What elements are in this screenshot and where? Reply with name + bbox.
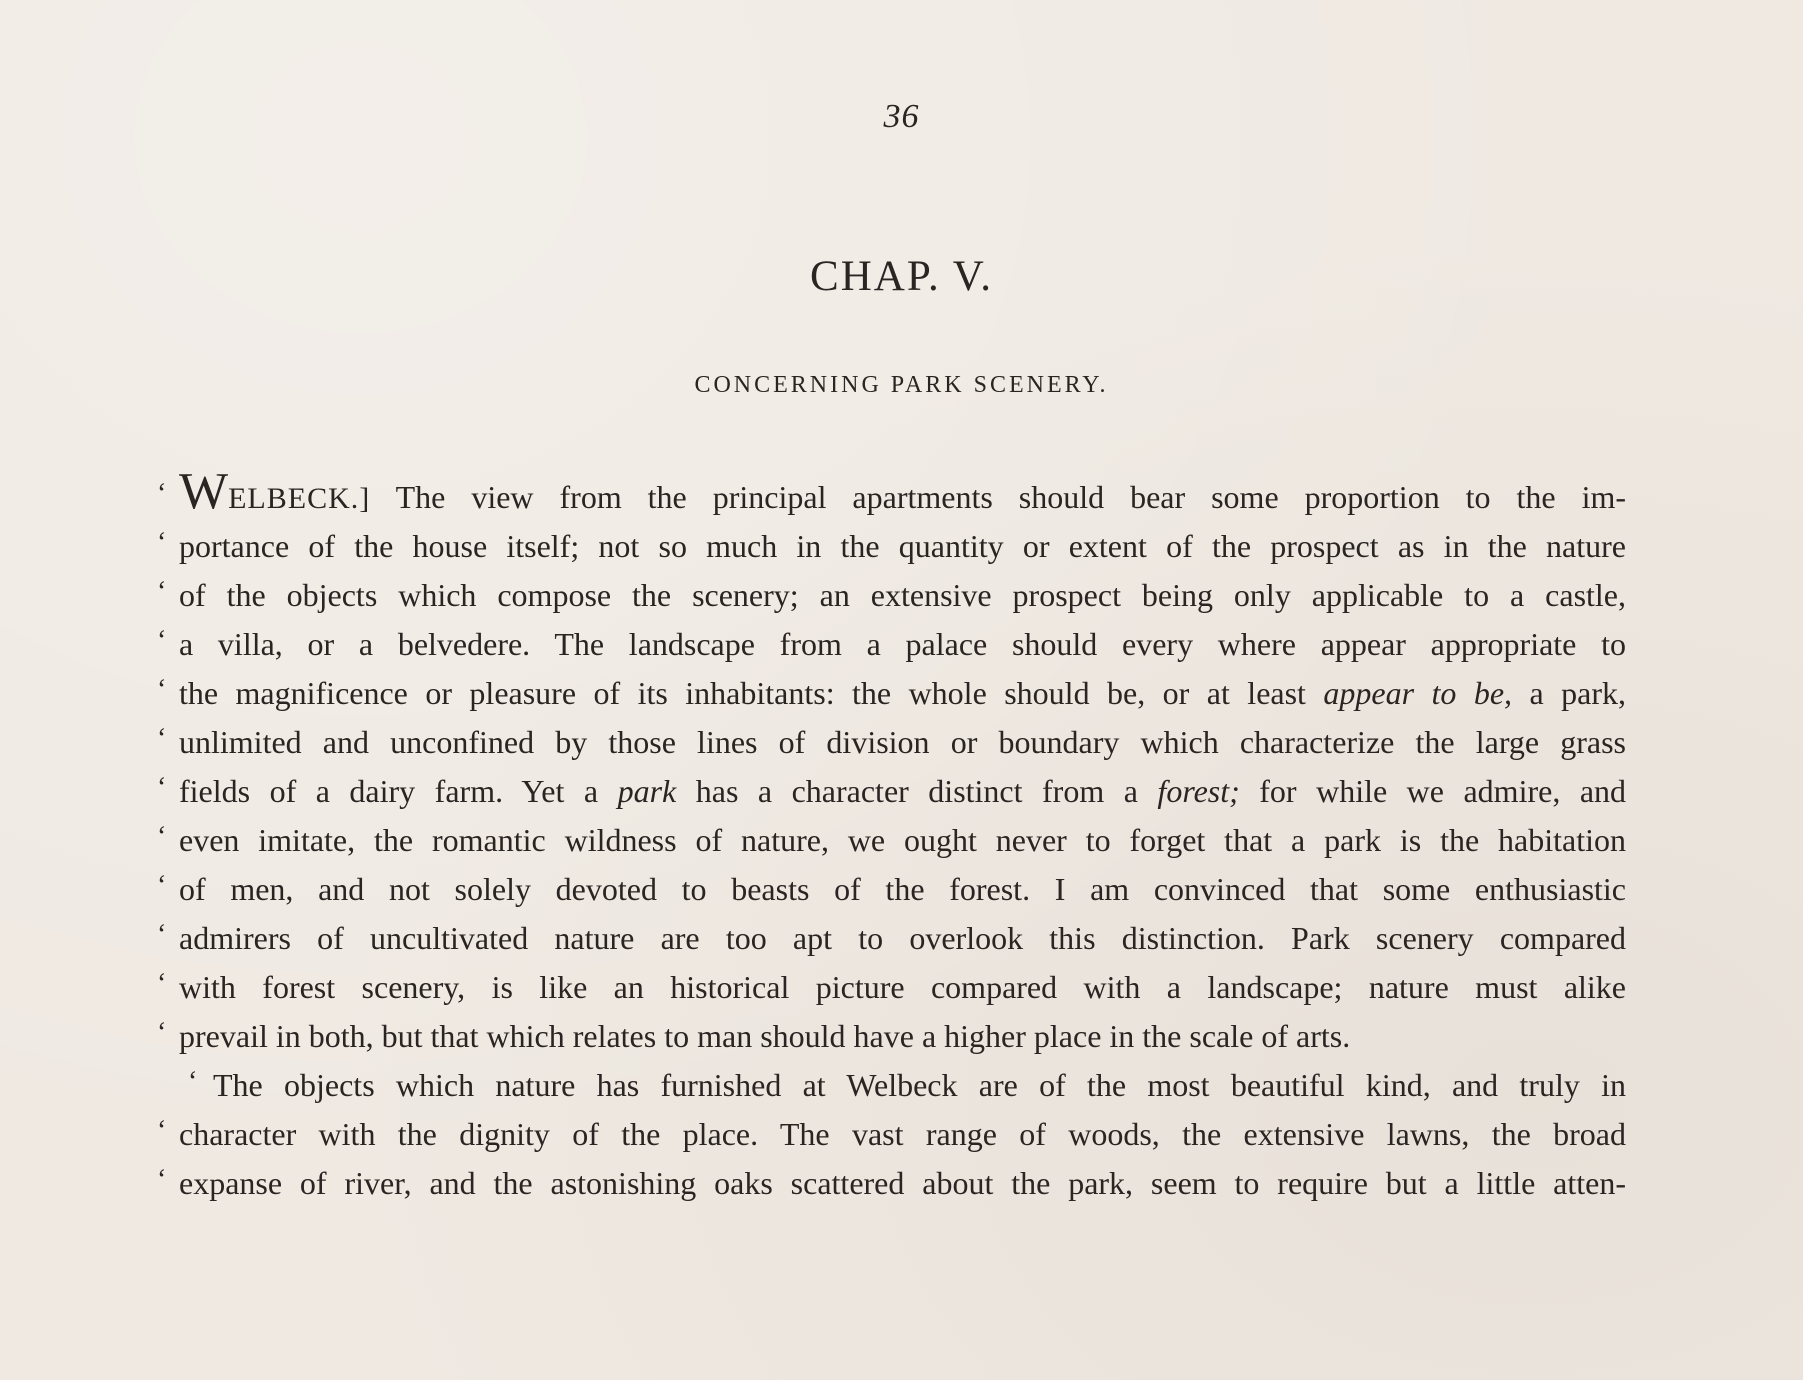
line-remainder: The view from the principal apartments should bear some proportion to the im- — [370, 479, 1626, 515]
line-text: prevail in both, but that which relates to man should have a higher place in the scale of arts. — [179, 1018, 1351, 1054]
quote-mark: ‘ — [157, 576, 167, 607]
italic-phrase: appear to be, — [1323, 675, 1513, 711]
line-text — [179, 463, 1626, 520]
line-segment: fields of a dairy farm. Yet a — [179, 773, 618, 809]
line-text: admirers of uncultivated nature are too apt to overlook this distinction. Park scenery compared — [179, 920, 1626, 956]
text-line-8 — [157, 816, 1626, 865]
page-number: 36 — [883, 98, 920, 135]
drop-initial: W — [179, 463, 229, 520]
text-line-9 — [157, 865, 1626, 914]
line-text: with forest scenery, is like an historical picture compared with a landscape; nature must alike — [179, 969, 1626, 1005]
text-line-10 — [157, 914, 1626, 963]
line-text: portance of the house itself; not so much in the quantity or extent of the prospect as in the nature — [179, 528, 1626, 564]
quote-mark: ‘ — [157, 821, 167, 852]
quote-mark: ‘ — [157, 625, 167, 656]
place-name-smallcaps: ELBECK.] — [228, 482, 371, 515]
line-text: expanse of river, and the astonishing oaks scattered about the park, seem to require but a little atten- — [179, 1165, 1626, 1201]
line-text: of men, and not solely devoted to beasts of the forest. I am convinced that some enthusiastic — [179, 871, 1626, 907]
italic-word-forest: forest; — [1157, 773, 1240, 809]
text-line-11 — [157, 963, 1626, 1012]
line-text: character with the dignity of the place. The vast range of woods, the extensive lawns, the broad — [179, 1116, 1626, 1152]
text-line-7 — [157, 767, 1627, 816]
line-text — [179, 773, 1626, 809]
quote-mark: ‘ — [157, 919, 167, 950]
line-text: unlimited and unconfined by those lines of division or boundary which characterize the large grass — [179, 724, 1626, 760]
italic-word-park: park — [617, 773, 677, 809]
line-text: of the objects which compose the scenery; an extensive prospect being only applicable to a castle, — [179, 577, 1626, 613]
text-line-5 — [157, 669, 1627, 718]
text-line-2 — [157, 522, 1626, 571]
line-text: even imitate, the romantic wildness of nature, we ought never to forget that a park is the habitation — [179, 822, 1626, 858]
text-line-6 — [157, 718, 1626, 767]
quote-mark: ‘ — [157, 674, 167, 705]
text-line-4 — [157, 620, 1626, 669]
quote-mark: ‘ — [157, 772, 167, 803]
text-line-15 — [157, 1159, 1626, 1208]
body-text — [157, 463, 1627, 1208]
line-text: The objects which nature has furnished at Welbeck are of the most beautiful kind, and truly in — [213, 1067, 1626, 1103]
quote-mark: ‘ — [157, 1164, 167, 1195]
text-line-1 — [157, 463, 1626, 522]
line-segment: for while we admire, and — [1239, 773, 1627, 809]
text-line-14 — [157, 1110, 1626, 1159]
quote-mark: ‘ — [157, 870, 167, 901]
text-line-12 — [157, 1012, 1626, 1061]
text-line-13 — [163, 1061, 1626, 1110]
line-segment: has a character distinct from a — [676, 773, 1158, 809]
quote-mark: ‘ — [157, 723, 167, 754]
line-text: a villa, or a belvedere. The landscape from a palace should every where appear appropriate to — [179, 626, 1626, 662]
line-segment: a park, — [1512, 675, 1627, 711]
chapter-title: CHAP. V. — [810, 253, 993, 300]
quote-mark: ‘ — [157, 1115, 167, 1146]
quote-mark: ‘ — [157, 527, 167, 558]
quote-mark: ‘ — [157, 968, 167, 999]
quote-mark: ‘ — [157, 1017, 167, 1048]
quote-mark: ‘ — [157, 478, 167, 509]
line-segment: the magnificence or pleasure of its inhabitants: the whole should be, or at least — [179, 675, 1324, 711]
chapter-subtitle: CONCERNING PARK SCENERY. — [694, 372, 1109, 398]
quote-mark: ‘ — [188, 1066, 198, 1097]
text-line-3 — [157, 571, 1626, 620]
line-text — [179, 675, 1626, 711]
